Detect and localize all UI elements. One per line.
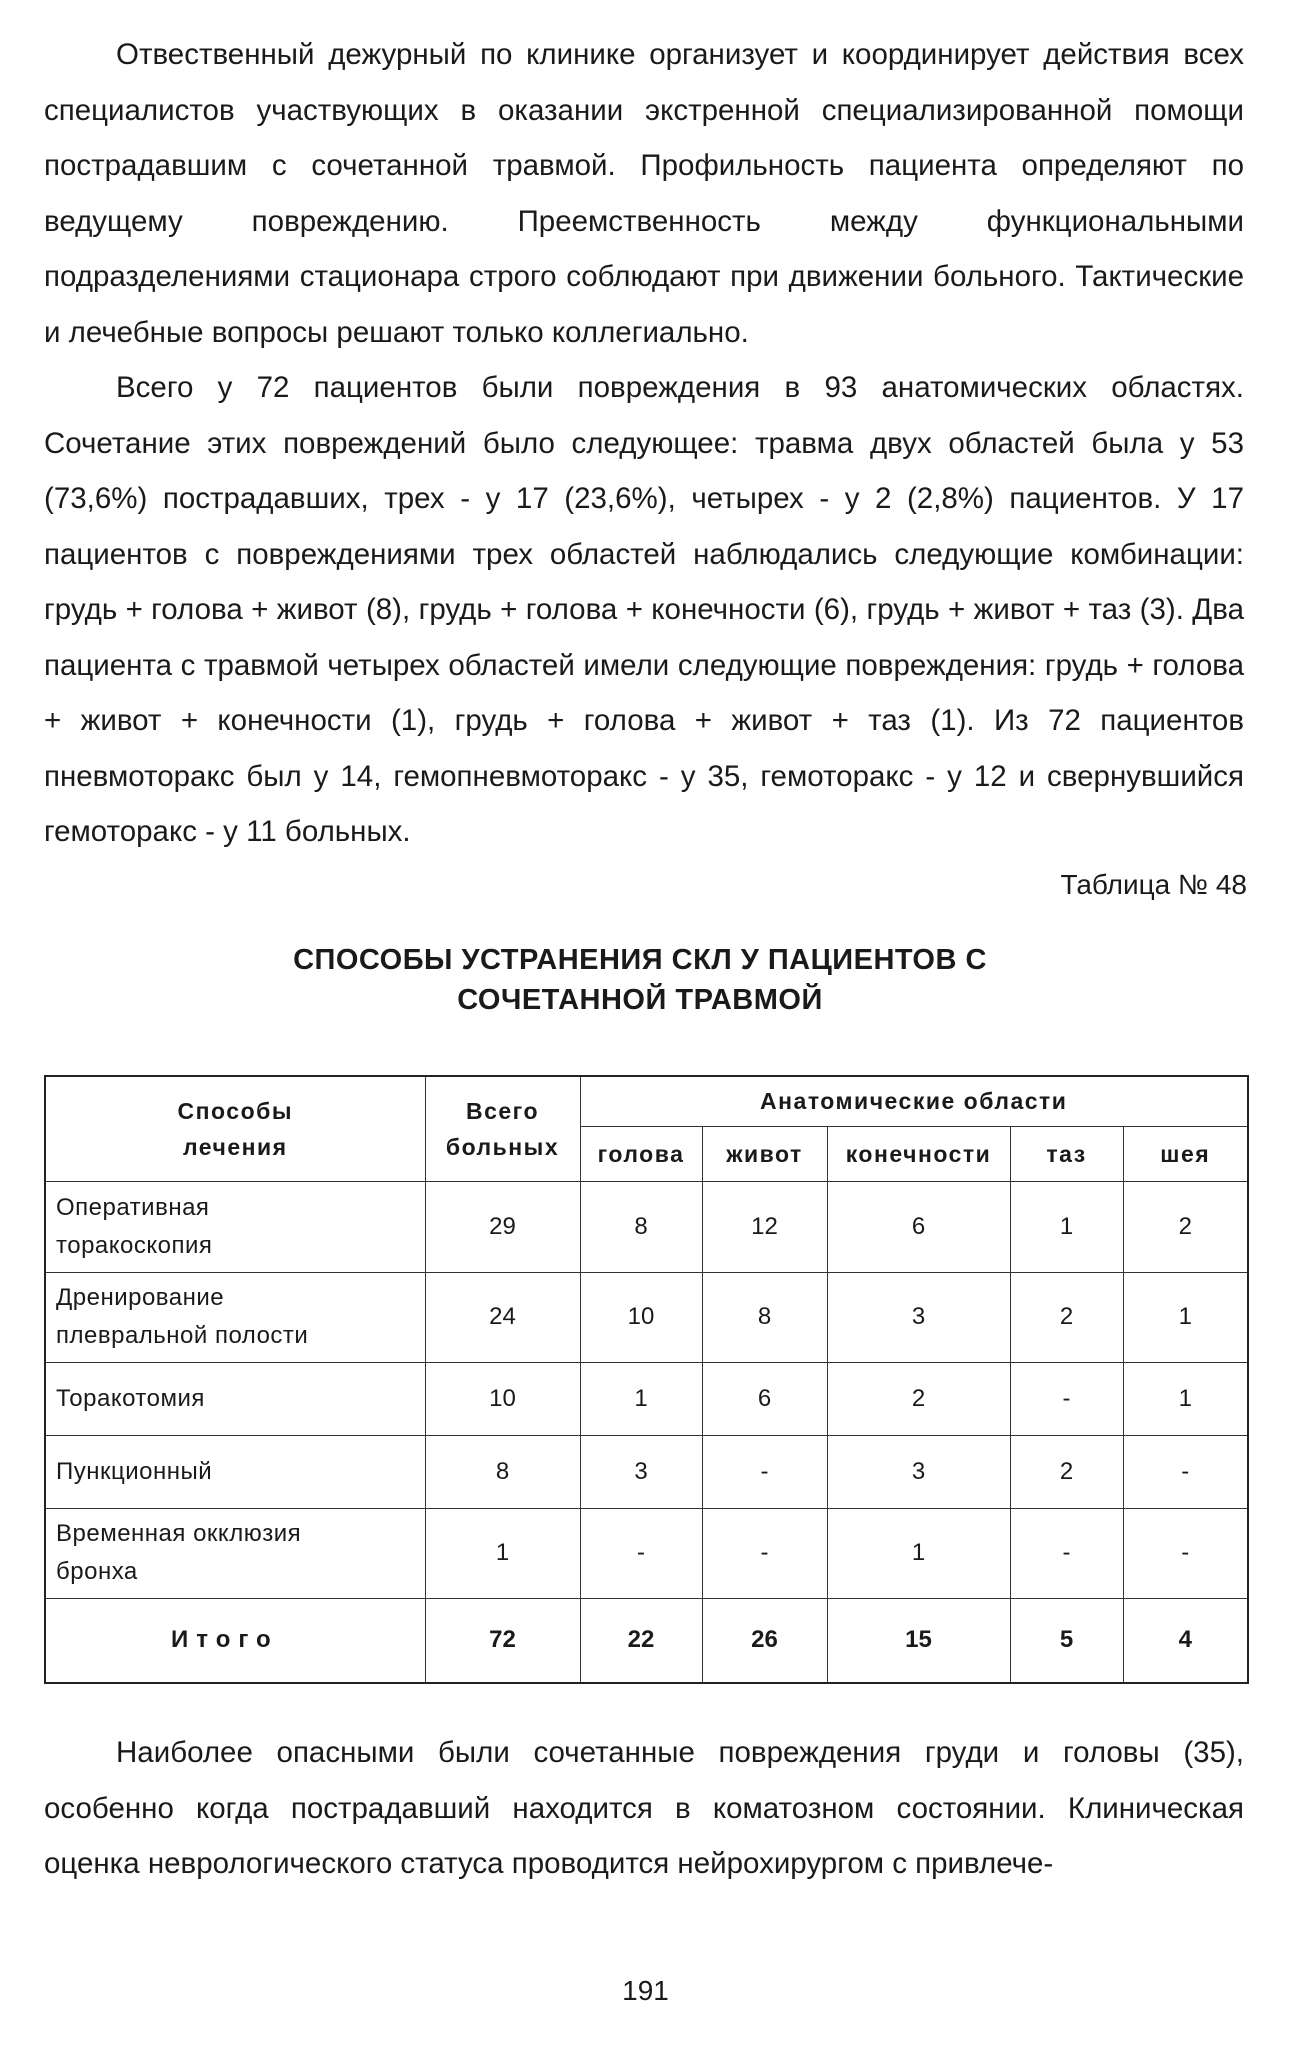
intro-text	[44, 27, 1244, 860]
value-cell: 15	[827, 1598, 1010, 1683]
value-cell: 26	[702, 1598, 827, 1683]
value-cell: 1	[1010, 1181, 1123, 1272]
table-title-line: СПОСОБЫ УСТРАНЕНИЯ СКЛ У ПАЦИЕНТОВ С	[293, 944, 987, 976]
total-cell: 24	[425, 1272, 580, 1362]
value-cell: 1	[1123, 1272, 1248, 1362]
total-cell: 29	[425, 1181, 580, 1272]
paragraph: Всего у 72 пациентов были повреждения в 93 анатомических областях. Сочетание этих повреждений было следующее: травма двух областей была у 53 (73,6%) пострадавших, трех - у 17 (23,6%), четырех - у 2 (2,8%) пациентов. У 17 пациентов с повреждениями трех областей наблюдались следующие комбинации: грудь + голова + живот (8), грудь + голова + конечности (6), грудь + живот + таз (3). Два пациента с травмой четырех областей имели следующие повреждения: грудь + голова + живот + конечности (1), грудь + голова + живот + таз (1). Из 72 пациентов пневмоторакс был у 14, гемопневмоторакс - у 35, гемоторакс - у 12 и свернувшийся гемоторакс - у 11 больных.	[44, 371, 1244, 848]
value-cell: 8	[702, 1272, 827, 1362]
table-number-label: Таблица № 48	[1060, 869, 1247, 900]
value-cell: 2	[1010, 1435, 1123, 1508]
value-cell: 10	[580, 1272, 702, 1362]
table-total-row	[45, 1598, 1248, 1683]
value-cell: 3	[827, 1435, 1010, 1508]
value-cell: 6	[702, 1362, 827, 1435]
table-title-line: СОЧЕТАННОЙ ТРАВМОЙ	[457, 984, 823, 1016]
data-table	[44, 1075, 1249, 1684]
value-cell: 4	[1123, 1598, 1248, 1683]
total-label-cell: Итого	[45, 1598, 425, 1683]
value-cell: 12	[702, 1181, 827, 1272]
table-row	[45, 1435, 1248, 1508]
header-methods: Способы лечения	[45, 1076, 425, 1181]
value-cell: 22	[580, 1598, 702, 1683]
table-row	[45, 1362, 1248, 1435]
value-cell: 1	[580, 1362, 702, 1435]
header-area: таз	[1010, 1126, 1123, 1181]
value-cell: 1	[1123, 1362, 1248, 1435]
method-cell: Оперативная торакоскопия	[45, 1181, 425, 1272]
page-number: 191	[622, 1975, 669, 2006]
method-cell: Торакотомия	[45, 1362, 425, 1435]
paragraph: Отвественный дежурный по клинике организует и координирует действия всех специалистов участвующих в оказании экстренной специализированной помощи пострадавшим с сочетанной травмой. Профильность пациента определяют по ведущему повреждению. Преемственность между функциональными подразделениями стационара строго соблюдают при движении больного. Тактические и лечебные вопросы решают только коллегиально.	[44, 38, 1244, 349]
header-area: шея	[1123, 1126, 1248, 1181]
value-cell: 5	[1010, 1598, 1123, 1683]
value-cell: -	[702, 1508, 827, 1598]
table-row	[45, 1181, 1248, 1272]
value-cell: -	[1123, 1435, 1248, 1508]
total-cell: 10	[425, 1362, 580, 1435]
table-header-row	[45, 1076, 1248, 1126]
header-total-patients: Всего больных	[425, 1076, 580, 1181]
paragraph: Наиболее опасными были сочетанные повреждения груди и головы (35), особенно когда пострадавший находится в коматозном состоянии. Клиническая оценка неврологического статуса проводится нейрохирургом с привлече-	[44, 1736, 1244, 1880]
value-cell: -	[1010, 1508, 1123, 1598]
total-cell: 1	[425, 1508, 580, 1598]
outro-text	[44, 1725, 1244, 1892]
header-area: живот	[702, 1126, 827, 1181]
value-cell: -	[580, 1508, 702, 1598]
header-area: конечности	[827, 1126, 1010, 1181]
table-row	[45, 1272, 1248, 1362]
value-cell: -	[1010, 1362, 1123, 1435]
table-title	[180, 940, 1100, 1020]
value-cell: 3	[827, 1272, 1010, 1362]
method-cell: Пункционный	[45, 1435, 425, 1508]
total-cell: 8	[425, 1435, 580, 1508]
total-cell: 72	[425, 1598, 580, 1683]
value-cell: 8	[580, 1181, 702, 1272]
value-cell: 2	[827, 1362, 1010, 1435]
header-area: голова	[580, 1126, 702, 1181]
value-cell: -	[702, 1435, 827, 1508]
value-cell: 6	[827, 1181, 1010, 1272]
table-row	[45, 1508, 1248, 1598]
value-cell: 2	[1010, 1272, 1123, 1362]
value-cell: 3	[580, 1435, 702, 1508]
method-cell: Дренирование плевральной полости	[45, 1272, 425, 1362]
header-anatomical-areas: Анатомические области	[580, 1076, 1248, 1126]
value-cell: 1	[827, 1508, 1010, 1598]
value-cell: 2	[1123, 1181, 1248, 1272]
method-cell: Временная окклюзия бронха	[45, 1508, 425, 1598]
value-cell: -	[1123, 1508, 1248, 1598]
